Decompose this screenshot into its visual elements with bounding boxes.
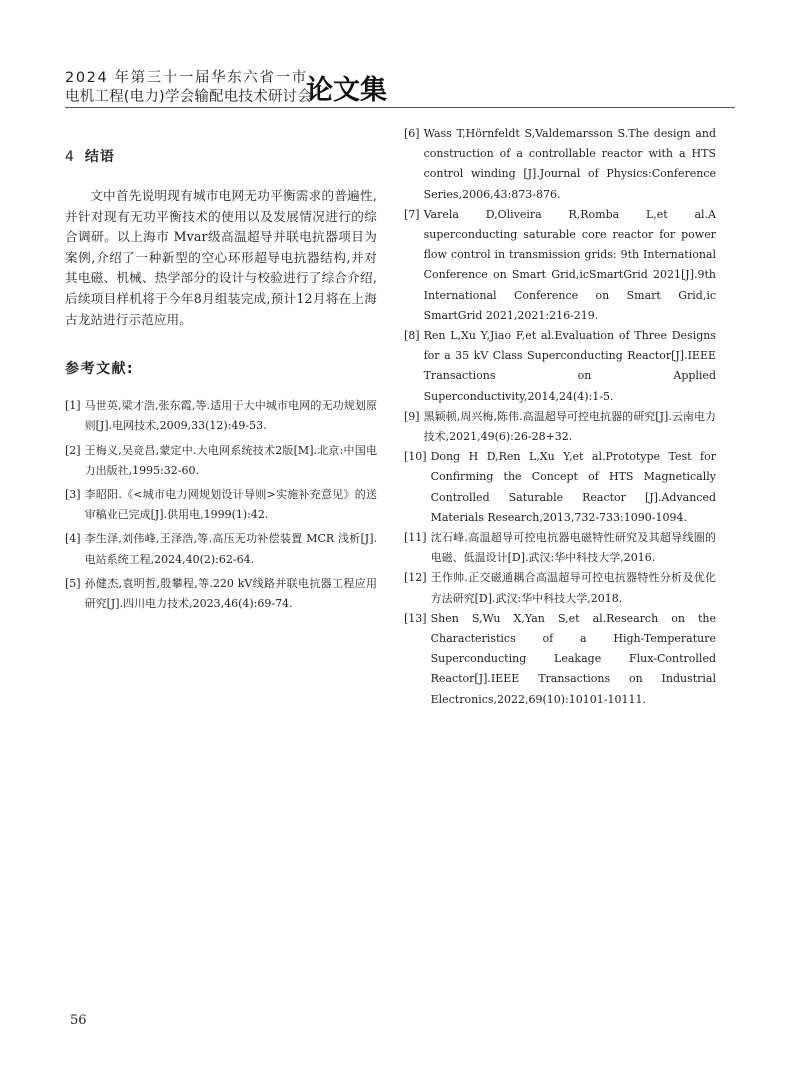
reference-item bbox=[404, 407, 716, 447]
conclusion-paragraph: 文中首先说明现有城市电网无功平衡需求的普遍性,并针对现有无功平衡技术的使用以及发展情况进行的综合调研。以上海市 Mvar级高温超导并联电抗器项目为案例,介绍了一种新型的空心环形超导电抗器结构,并对其电磁、机械、热学部分的设计与校验进行了综合介绍,后续项目样机将于今年8月组装完成,预计12月将在上海古龙站进行示范应用。 bbox=[65, 188, 377, 327]
reference-text: 沈石峰.高温超导可控电抗器电磁特性研究及其超导线圈的电磁、低温设计[D].武汉:华中科技大学,2016. bbox=[430, 531, 716, 565]
reference-item bbox=[404, 447, 716, 528]
header-society-line: 电机工程(电力)学会输配电技术研讨会 bbox=[65, 89, 312, 105]
reference-list-right bbox=[404, 124, 716, 710]
reference-text: 李昭阳.《<城市电力网规划设计导则>实施补充意见》的送审稿业已完成[J].供用电,1999(1):42. bbox=[84, 487, 377, 522]
page-number: 56 bbox=[70, 1013, 87, 1028]
reference-text: Shen S,Wu X,Yan S,et al.Research on the Characteristics of a High-Temperature Superconducting Leakage Flux-Controlled Reactor[J].IEEE Transactions on Industrial Electronics,2022,69(10):10101-10111. bbox=[430, 611, 716, 706]
reference-number: [6] bbox=[404, 127, 420, 140]
reference-text: 马世英,梁才浩,张东霞,等.适用于大中城市电网的无功规划原则[J].电网技术,2009,33(12):49-53. bbox=[84, 399, 377, 433]
reference-item bbox=[404, 609, 716, 710]
reference-number: [1] bbox=[65, 399, 81, 413]
reference-number: [5] bbox=[65, 576, 81, 590]
reference-item bbox=[65, 441, 377, 481]
reference-number: [4] bbox=[65, 532, 81, 546]
running-header bbox=[65, 66, 735, 104]
section-title: 结语 bbox=[84, 149, 115, 165]
reference-item bbox=[404, 124, 716, 205]
section-heading bbox=[65, 140, 377, 174]
header-conference-line: 2024 年第三十一届华东六省一市 bbox=[65, 70, 308, 86]
reference-number: [7] bbox=[404, 207, 420, 221]
reference-number: [11] bbox=[404, 531, 427, 545]
reference-text: 王梅义,吴竞昌,蒙定中.大电网系统技术2版[M].北京:中国电力出版社,1995:32-60. bbox=[84, 443, 377, 477]
reference-number: [13] bbox=[404, 611, 427, 625]
reference-text: Dong H D,Ren L,Xu Y,et al.Prototype Test for Confirming the Concept of HTS Magnetically Controlled Saturable Reactor [J].Advanced Materials Research,2013,732-733:1090-1094. bbox=[430, 450, 716, 524]
reference-item bbox=[404, 568, 716, 608]
reference-item bbox=[404, 326, 716, 407]
header-divider bbox=[65, 107, 735, 108]
reference-text: Varela D,Oliveira R,Romba L,et al.A superconducting saturable core reactor for power flow control in transmission grids: 9th International Conference on Smart Grid,icSmartGrid 2021[J].9th International Conference on Smart Grid,ic SmartGrid 2021,2021:216-219. bbox=[423, 207, 716, 322]
section-number: 4 bbox=[65, 149, 75, 165]
references-heading: 参考文献: bbox=[65, 361, 135, 378]
reference-number: [2] bbox=[65, 443, 81, 457]
reference-number: [3] bbox=[65, 487, 81, 501]
reference-list-left bbox=[65, 396, 377, 614]
reference-item bbox=[65, 574, 377, 614]
reference-item bbox=[65, 396, 377, 436]
reference-number: [12] bbox=[404, 571, 427, 585]
reference-text: Ren L,Xu Y,Jiao F,et al.Evaluation of Three Designs for a 35 kV Class Superconducting Reactor[J].IEEE Transactions on Applied Superconductivity,2014,24(4):1-5. bbox=[423, 329, 716, 403]
reference-text: 李生泽,刘伟峰,王泽浩,等.高压无功补偿装置 MCR 浅析[J].电站系统工程,2024,40(2):62-64. bbox=[84, 532, 377, 566]
left-column bbox=[65, 140, 377, 618]
header-proceedings-title: 论文集 bbox=[306, 75, 387, 106]
reference-text: 王作帅.正交磁通耦合高温超导可控电抗器特性分析及优化方法研究[D].武汉:华中科技大学,2018. bbox=[430, 571, 716, 605]
reference-item bbox=[65, 485, 377, 525]
right-column bbox=[404, 124, 716, 710]
reference-item bbox=[404, 205, 716, 326]
reference-text: 孙健杰,袁明哲,殷攀程,等.220 kV线路并联电抗器工程应用研究[J].四川电力技术,2023,46(4):69-74. bbox=[84, 576, 377, 610]
reference-number: [9] bbox=[404, 409, 420, 423]
reference-number: [8] bbox=[404, 329, 420, 343]
reference-text: 黑颖顿,周兴梅,陈伟.高温超导可控电抗器的研究[J].云南电力技术,2021,49(6):26-28+32. bbox=[423, 409, 716, 444]
reference-item bbox=[404, 528, 716, 568]
reference-item bbox=[65, 529, 377, 569]
reference-text: Wass T,Hörnfeldt S,Valdemarsson S.The design and construction of a controllable reactor with a HTS control winding [J].Journal of Physics:Conference Series,2006,43:873-876. bbox=[423, 127, 716, 201]
reference-number: [10] bbox=[404, 450, 427, 464]
